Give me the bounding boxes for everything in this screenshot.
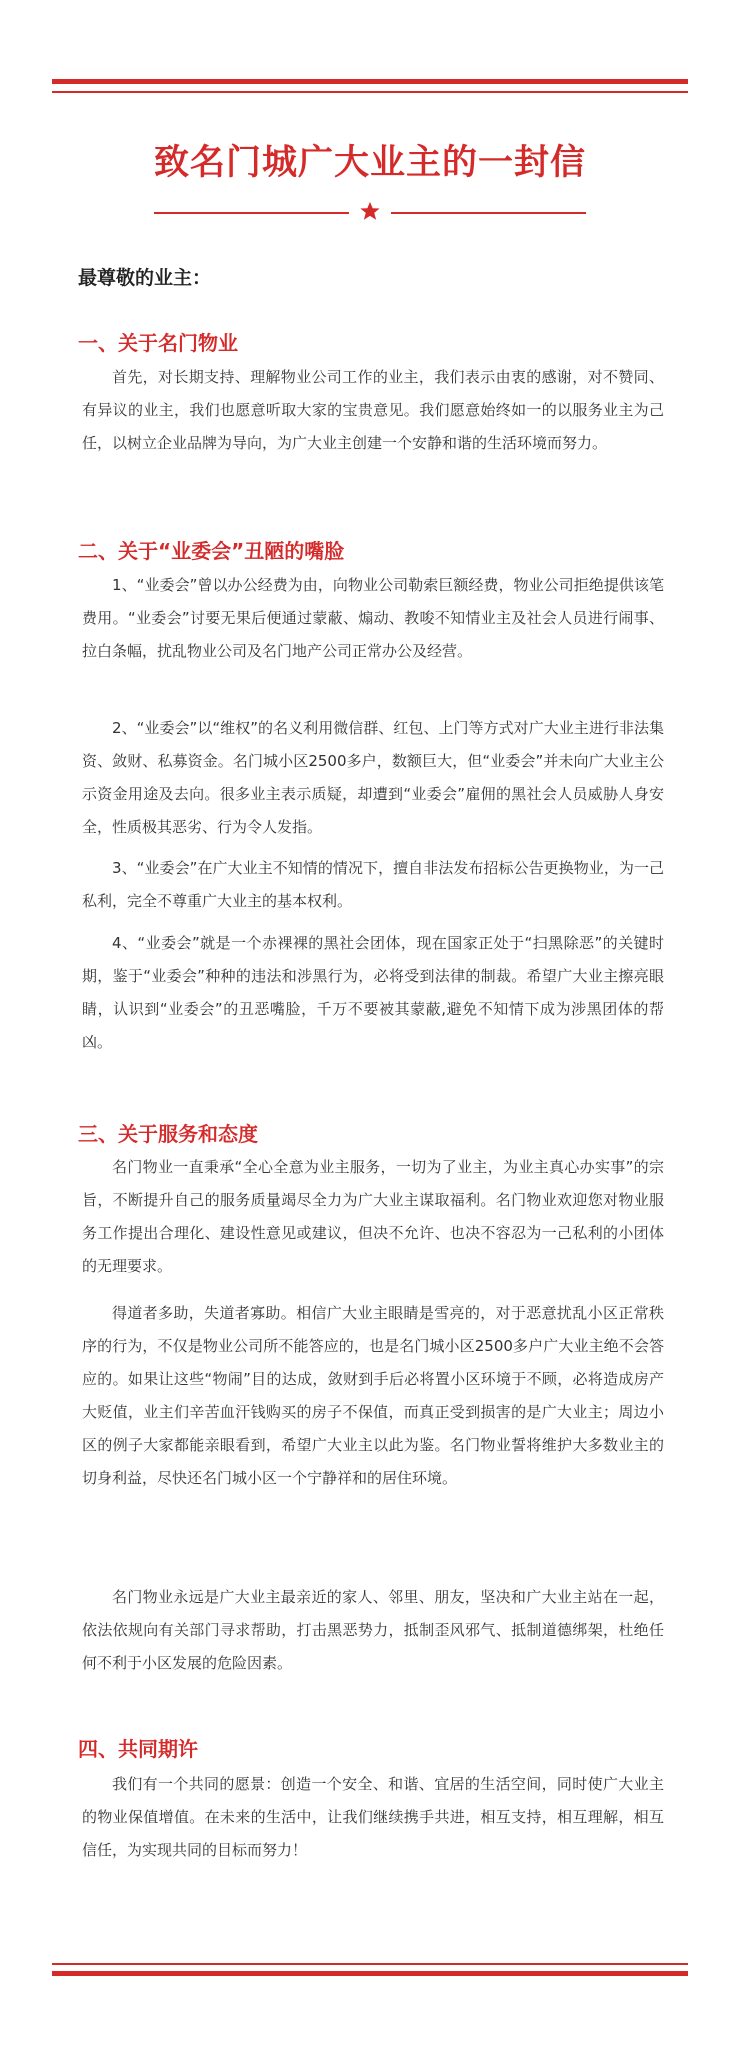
bottom-thick-rule (52, 1971, 688, 1976)
bottom-thin-rule (52, 1963, 688, 1965)
section-4-paragraph-1: 我们有一个共同的愿景：创造一个安全、和谐、宜居的生活空间，同时使广大业主的物业保值增值。在未来的生活中，让我们继续携手共进，相互支持，相互理解，相互信任，为实现共同的目标而努力！ (82, 1775, 664, 1859)
section-3-paragraph-2: 得道者多助，失道者寡助。相信广大业主眼睛是雪亮的，对于恶意扰乱小区正常秩序的行为，不仅是物业公司所不能答应的，也是名门城小区2500多户广大业主绝不会答应的。如果让这些“物闹”目的达成，敛财到手后必将置小区环境于不顾，必将造成房产大贬值，业主们辛苦血汗钱购买的房子不保值，而真正受到损害的是广大业主；周边小区的例子大家都能亲眼看到，希望广大业主以此为鉴。名门物业誓将维护大多数业主的切身利益，尽快还名门城小区一个宁静祥和的居住环境。 (82, 1304, 664, 1487)
section-heading-2: 二、关于“业委会”丑陋的嘴脸 (78, 539, 345, 563)
star-icon (359, 200, 381, 222)
section-2-paragraph-3: 3、“业委会”在广大业主不知情的情况下，擅自非法发布招标公告更换物业，为一己私利，完全不尊重广大业主的基本权利。 (82, 859, 664, 910)
top-thick-rule (52, 79, 688, 84)
section-3-paragraph-3: 名门物业永远是广大业主最亲近的家人、邻里、朋友，坚决和广大业主站在一起，依法依规向有关部门寻求帮助，打击黑恶势力，抵制歪风邪气、抵制道德绑架，杜绝任何不利于小区发展的危险因素。 (82, 1588, 664, 1672)
section-2-paragraph-2: 2、“业委会”以“维权”的名义利用微信群、红包、上门等方式对广大业主进行非法集资、敛财、私募资金。名门城小区2500多户，数额巨大，但“业委会”并未向广大业主公示资金用途及去向。很多业主表示质疑，却遭到“业委会”雇佣的黑社会人员威胁人身安全，性质极其恶劣、行为令人发指。 (82, 719, 664, 836)
greeting: 最尊敬的业主： (78, 267, 212, 289)
section-1-paragraph-1: 首先，对长期支持、理解物业公司工作的业主，我们表示由衷的感谢，对不赞同、有异议的业主，我们也愿意听取大家的宝贵意见。我们愿意始终如一的以服务业主为己任，以树立企业品牌为导向，为广大业主创建一个安静和谐的生活环境而努力。 (82, 368, 664, 452)
top-thin-rule (52, 91, 688, 93)
section-2-paragraph-1: 1、“业委会”曾以办公经费为由，向物业公司勒索巨额经费，物业公司拒绝提供该笔费用。“业委会”讨要无果后便通过蒙蔽、煽动、教唆不知情业主及社会人员进行闹事、拉白条幅，扰乱物业公司及名门地产公司正常办公及经营。 (82, 576, 664, 660)
section-2-paragraph-4: 4、“业委会”就是一个赤裸裸的黑社会团体，现在国家正处于“扫黑除恶”的关键时期，鉴于“业委会”种种的违法和涉黑行为，必将受到法律的制裁。希望广大业主擦亮眼睛，认识到“业委会”的丑恶嘴脸，千万不要被其蒙蔽,避免不知情下成为涉黑团体的帮凶。 (82, 934, 664, 1051)
letter-title: 致名门城广大业主的一封信 (153, 143, 586, 183)
section-heading-1: 一、关于名门物业 (78, 331, 238, 355)
title-divider-right (391, 212, 586, 214)
section-3-paragraph-1: 名门物业一直秉承“全心全意为业主服务，一切为了业主，为业主真心办实事”的宗旨，不断提升自己的服务质量竭尽全力为广大业主谋取福利。名门物业欢迎您对物业服务工作提出合理化、建设性意见或建议，但决不允许、也决不容忍为一己私利的小团体的无理要求。 (82, 1158, 664, 1275)
title-divider-left (154, 212, 349, 214)
section-heading-3: 三、关于服务和态度 (78, 1122, 258, 1146)
section-heading-4: 四、共同期许 (78, 1737, 198, 1761)
